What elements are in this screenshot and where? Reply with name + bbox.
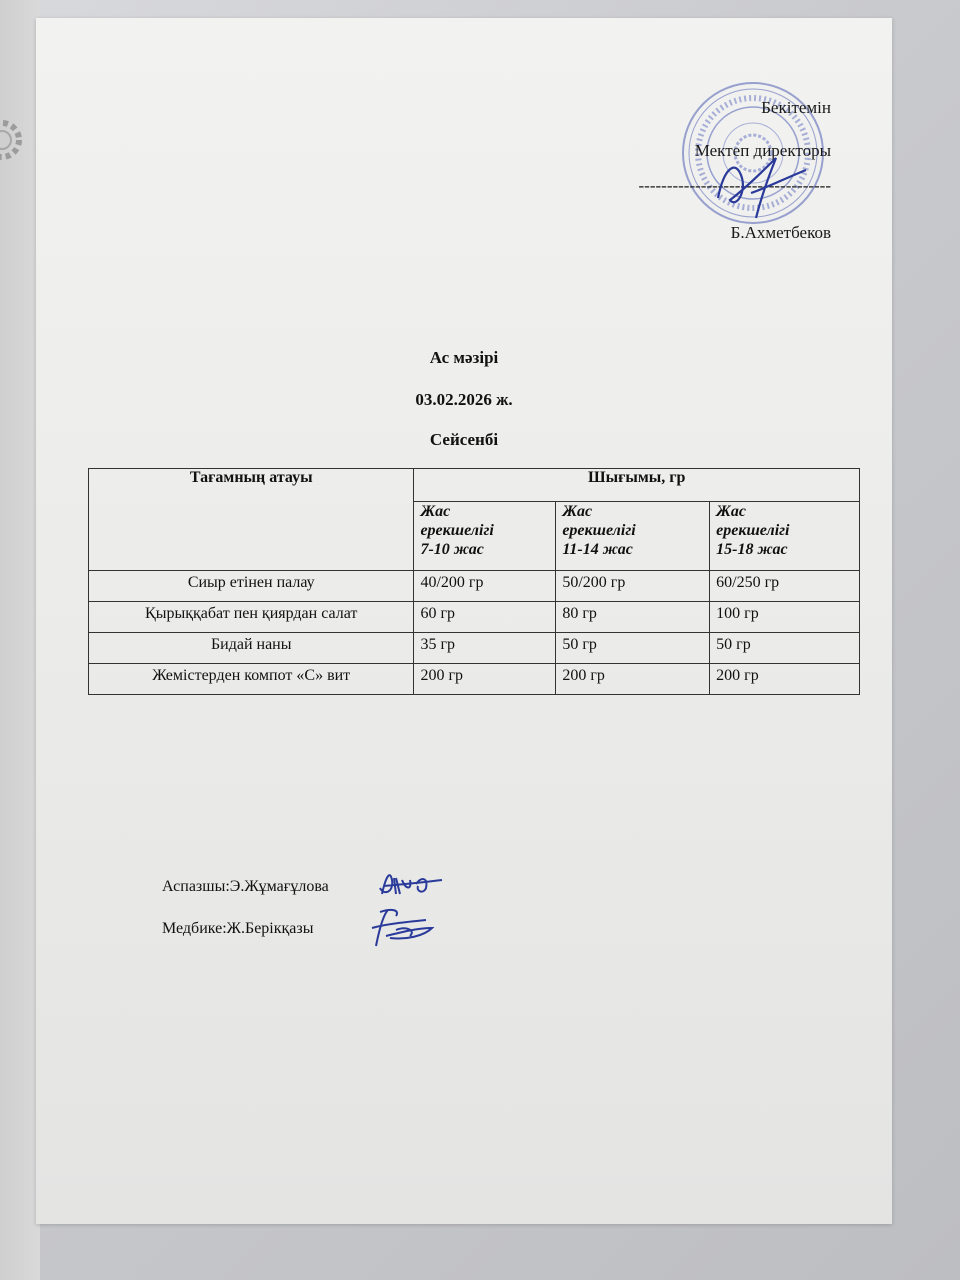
dish-name: Жемістерден компот «С» вит [89, 664, 414, 695]
header-age-group: Жас ерекшелігі 15-18 жас [710, 502, 860, 571]
document-title: Ас мәзірі [429, 348, 499, 367]
cook-signoff: Аспазшы:Э.Жұмағұлова [162, 878, 329, 895]
document-day: Сейсенбі [429, 430, 499, 449]
header-age-group: Жас ерекшелігі 7-10 жас [414, 502, 556, 571]
yield-value: 35 гр [414, 633, 556, 664]
header-age-group: Жас ерекшелігі 11-14 жас [556, 502, 710, 571]
signature-line: ---------------------------------- [638, 176, 831, 195]
yield-value: 50 гр [556, 633, 710, 664]
approve-label: Бекітемін [761, 98, 831, 117]
nurse-signature-icon [366, 906, 438, 950]
table-row [89, 664, 860, 695]
yield-value: 100 гр [710, 602, 860, 633]
table-row [89, 633, 860, 664]
yield-value: 40/200 гр [414, 571, 556, 602]
approval-block [36, 18, 892, 278]
dish-name: Бидай наны [89, 633, 414, 664]
director-signature-icon [706, 148, 816, 228]
header-yield: Шығымы, гр [414, 469, 860, 502]
nurse-signoff: Медбике:Ж.Берікқазы [162, 920, 314, 937]
gear-ornament-icon [0, 110, 32, 170]
menu-table [88, 468, 860, 695]
yield-value: 200 гр [710, 664, 860, 695]
yield-value: 200 гр [414, 664, 556, 695]
dish-name: Сиыр етінен палау [89, 571, 414, 602]
yield-value: 50/200 гр [556, 571, 710, 602]
yield-value: 60 гр [414, 602, 556, 633]
document-date: 03.02.2026 ж. [415, 390, 513, 409]
yield-value: 50 гр [710, 633, 860, 664]
yield-value: 60/250 гр [710, 571, 860, 602]
menu-document [36, 18, 892, 1224]
director-name: Б.Ахметбеков [730, 223, 831, 242]
yield-value: 80 гр [556, 602, 710, 633]
table-row [89, 571, 860, 602]
director-position: Мектеп директоры [694, 141, 831, 160]
table-row [89, 602, 860, 633]
background-surface [0, 0, 40, 1280]
yield-value: 200 гр [556, 664, 710, 695]
header-dish-name: Тағамның атауы [89, 469, 414, 571]
cook-signature-icon [376, 866, 446, 902]
dish-name: Қырыққабат пен қиярдан салат [89, 602, 414, 633]
table-header-row [89, 469, 860, 502]
